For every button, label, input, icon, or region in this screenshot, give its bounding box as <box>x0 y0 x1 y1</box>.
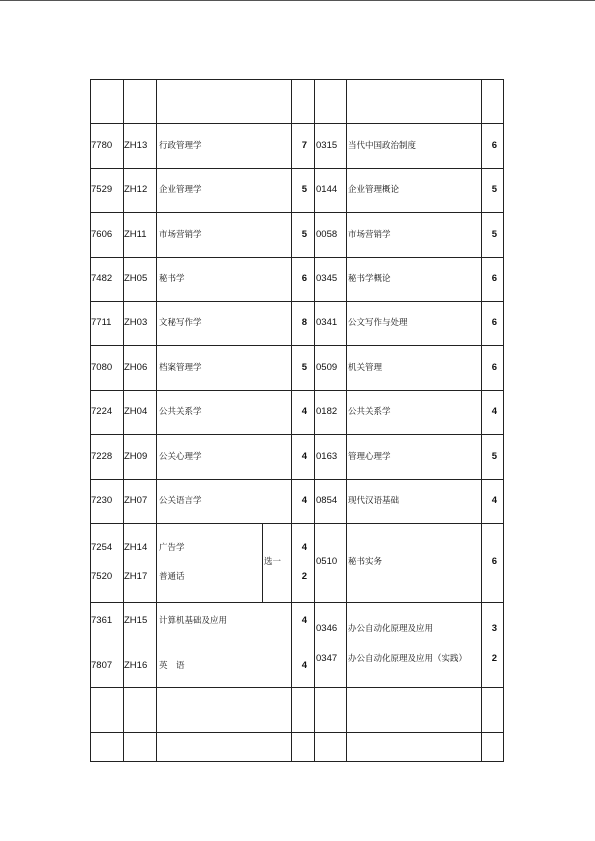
course-code-group: ZH07 <box>124 495 148 506</box>
course-code-new: 0144 <box>316 184 338 195</box>
row-divider <box>90 301 504 302</box>
course-code-group: ZH05 <box>124 273 148 284</box>
course-code-group: ZH16 <box>124 660 148 671</box>
course-name-old: 广告学 <box>159 543 185 553</box>
column-divider <box>156 79 157 762</box>
course-code-group: ZH12 <box>124 184 148 195</box>
course-code-new: 0346 <box>316 623 338 634</box>
credit-old: 4 <box>301 450 307 462</box>
credit-new: 6 <box>491 556 497 567</box>
row-divider <box>90 390 504 391</box>
credit-new: 5 <box>491 450 497 462</box>
credit-old: 4 <box>301 660 307 671</box>
course-name-old: 公关语言学 <box>159 496 202 506</box>
course-code-old: 7529 <box>91 184 113 195</box>
credit-old: 8 <box>301 317 307 328</box>
credit-new: 3 <box>491 623 497 634</box>
elective-divider <box>262 523 263 602</box>
course-name-old: 秘书学 <box>159 274 185 284</box>
credit-old: 4 <box>301 542 307 553</box>
row-divider <box>90 732 504 733</box>
page-top-rule <box>0 0 595 1</box>
credit-old: 5 <box>301 361 307 373</box>
credit-old: 5 <box>301 184 307 195</box>
course-code-new: 0058 <box>316 228 338 240</box>
course-code-old: 7361 <box>91 615 113 626</box>
credit-old: 6 <box>301 273 307 284</box>
course-code-new: 0163 <box>316 450 338 462</box>
course-name-old: 企业管理学 <box>159 185 202 195</box>
credit-new: 4 <box>491 495 497 506</box>
credit-new: 5 <box>491 228 497 240</box>
course-code-new: 0345 <box>316 273 338 284</box>
credit-old: 4 <box>301 615 307 626</box>
table-border-bottom <box>90 761 504 762</box>
row-divider <box>90 257 504 258</box>
course-code-group: ZH09 <box>124 450 148 462</box>
course-name-old: 计算机基础及应用 <box>159 616 228 626</box>
course-code-new: 0509 <box>316 361 338 373</box>
course-name-old: 普通话 <box>159 572 185 582</box>
course-code-old: 7780 <box>91 139 113 151</box>
row-divider <box>90 602 504 603</box>
course-name-new: 当代中国政治制度 <box>348 140 417 151</box>
course-name-new: 秘书学概论 <box>348 274 391 284</box>
course-code-new: 0510 <box>316 556 338 567</box>
course-code-new: 0182 <box>316 406 338 417</box>
course-name-old: 公共关系学 <box>159 407 202 417</box>
course-name-new: 管理心理学 <box>348 451 391 462</box>
course-code-group: ZH15 <box>124 615 148 626</box>
course-code-old: 7606 <box>91 228 113 240</box>
credit-new: 6 <box>491 273 497 284</box>
table-border-right <box>503 79 504 762</box>
course-mapping-table <box>90 79 504 762</box>
course-code-new: 0854 <box>316 495 338 506</box>
credit-new: 6 <box>491 139 497 151</box>
credit-old: 4 <box>301 406 307 417</box>
course-name-new: 公文写作与处理 <box>348 318 408 328</box>
credit-new: 5 <box>491 184 497 195</box>
course-code-group: ZH14 <box>124 542 148 553</box>
row-divider <box>90 687 504 688</box>
course-name-old: 公关心理学 <box>159 451 202 462</box>
course-name-old: 英 语 <box>159 661 185 671</box>
credit-new: 4 <box>491 406 497 417</box>
course-name-new: 秘书实务 <box>348 557 383 567</box>
row-divider <box>90 434 504 435</box>
course-code-group: ZH13 <box>124 139 148 151</box>
course-name-old: 文秘写作学 <box>159 318 202 328</box>
course-code-group: ZH06 <box>124 361 148 373</box>
course-code-old: 7228 <box>91 450 113 462</box>
row-divider <box>90 212 504 213</box>
course-code-group: ZH17 <box>124 571 148 582</box>
course-code-old: 7224 <box>91 406 113 417</box>
course-name-old: 档案管理学 <box>159 362 202 373</box>
row-divider <box>90 479 504 480</box>
row-divider <box>90 168 504 169</box>
course-code-old: 7482 <box>91 273 113 284</box>
credit-old: 5 <box>301 228 307 240</box>
course-code-old: 7520 <box>91 571 113 582</box>
credit-new: 2 <box>491 653 497 664</box>
course-code-old: 7254 <box>91 542 113 553</box>
choose-one-label: 选一 <box>264 557 282 567</box>
course-code-group: ZH11 <box>124 228 147 240</box>
course-code-new: 0315 <box>316 139 338 151</box>
course-code-old: 7230 <box>91 495 113 506</box>
table-border-top <box>90 79 504 80</box>
course-name-new: 机关管理 <box>348 362 383 373</box>
row-divider <box>90 123 504 124</box>
course-code-old: 7080 <box>91 361 113 373</box>
course-name-new: 市场营销学 <box>348 229 391 240</box>
credit-old: 4 <box>301 495 307 506</box>
course-name-new: 现代汉语基础 <box>348 496 400 506</box>
course-code-old: 7807 <box>91 660 113 671</box>
course-code-new: 0347 <box>316 653 338 664</box>
column-divider <box>314 79 315 762</box>
course-name-old: 市场营销学 <box>159 229 202 240</box>
credit-old: 7 <box>301 139 307 151</box>
column-divider <box>346 79 347 762</box>
credit-new: 6 <box>491 317 497 328</box>
course-name-new: 办公自动化原理及应用（实践） <box>348 654 468 664</box>
course-name-new: 企业管理概论 <box>348 185 400 195</box>
credit-new: 6 <box>491 361 497 373</box>
course-name-old: 行政管理学 <box>159 140 202 151</box>
credit-old: 2 <box>301 571 307 582</box>
course-code-group: ZH03 <box>124 317 148 328</box>
course-name-new: 公共关系学 <box>348 407 391 417</box>
course-name-new: 办公自动化原理及应用 <box>348 624 434 634</box>
course-code-old: 7711 <box>91 317 112 328</box>
course-code-new: 0341 <box>316 317 338 328</box>
row-divider <box>90 345 504 346</box>
course-code-group: ZH04 <box>124 406 148 417</box>
row-divider <box>90 523 504 524</box>
